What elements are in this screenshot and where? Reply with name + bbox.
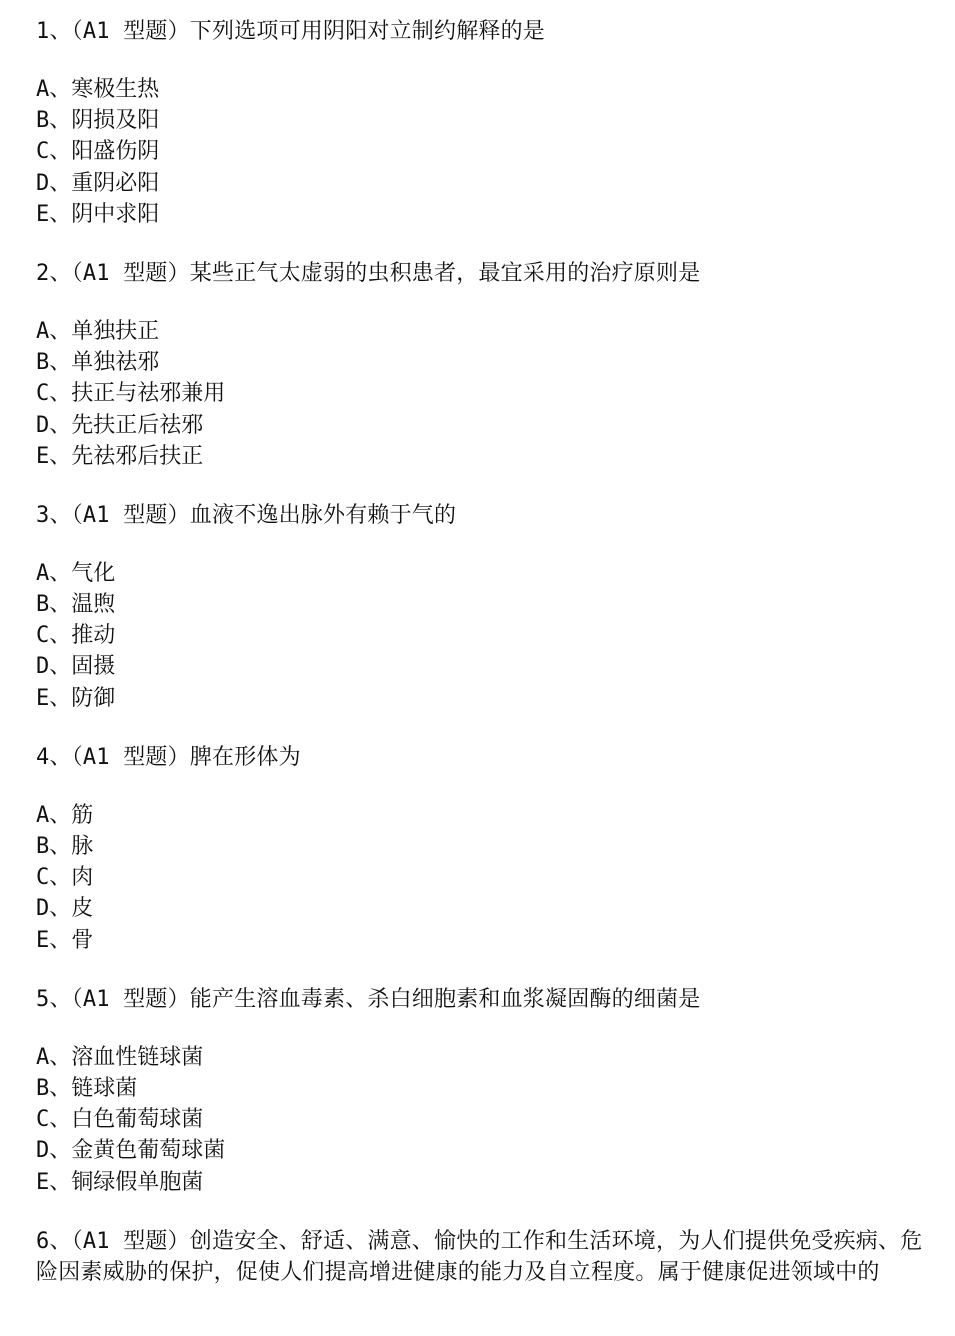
option-text: 阴损及阳 — [71, 108, 160, 134]
option-text: 寒极生热 — [71, 77, 160, 102]
option-letter: B — [36, 592, 50, 618]
option-letter: E — [36, 201, 50, 227]
option-text: 肉 — [71, 865, 94, 891]
option-c[interactable] — [36, 378, 925, 409]
question-type: （A1 型题） — [71, 986, 190, 1012]
option-separator: 、 — [49, 381, 72, 407]
option-separator: 、 — [49, 865, 72, 891]
option-text: 防御 — [71, 685, 116, 711]
question-text: 创造安全、舒适、满意、愉快的工作和生活环境，为人们提供免受疾病、危险因素威胁的保护，促使人们提高增进健康的能力及自立程度。属于健康促进领域中的 — [36, 1228, 923, 1285]
option-separator: 、 — [49, 560, 72, 586]
option-separator: 、 — [49, 592, 72, 618]
option-letter: A — [36, 802, 50, 828]
option-text: 白色葡萄球菌 — [71, 1107, 204, 1133]
option-letter: E — [36, 443, 50, 469]
question-type: （A1 型题） — [71, 744, 190, 770]
option-text: 温煦 — [71, 592, 116, 618]
question-separator: 、 — [49, 744, 72, 770]
option-text: 链球菌 — [71, 1075, 138, 1101]
option-letter: C — [36, 139, 50, 165]
option-a[interactable] — [36, 800, 925, 831]
option-letter: D — [36, 896, 50, 922]
option-letter: E — [36, 685, 50, 711]
question-number: 4 — [36, 744, 50, 770]
option-letter: D — [36, 1138, 50, 1164]
option-separator: 、 — [49, 201, 72, 227]
option-letter: C — [36, 865, 50, 891]
option-letter: D — [36, 170, 50, 196]
option-separator: 、 — [49, 1044, 72, 1070]
option-letter: D — [36, 412, 50, 438]
question-stem — [36, 984, 925, 1015]
option-separator: 、 — [49, 77, 72, 102]
option-list — [36, 316, 925, 472]
option-d[interactable] — [36, 168, 925, 199]
question-separator: 、 — [49, 1228, 72, 1254]
option-separator: 、 — [49, 108, 72, 134]
option-d[interactable] — [36, 1135, 925, 1166]
option-e[interactable] — [36, 925, 925, 956]
option-separator: 、 — [49, 350, 72, 376]
option-letter: C — [36, 623, 50, 649]
question-number: 2 — [36, 260, 50, 286]
option-c[interactable] — [36, 862, 925, 893]
option-text: 单独扶正 — [71, 318, 160, 344]
option-e[interactable] — [36, 1167, 925, 1198]
question-4 — [36, 742, 925, 956]
option-letter: A — [36, 77, 50, 102]
option-d[interactable] — [36, 651, 925, 682]
option-text: 铜绿假单胞菌 — [71, 1169, 204, 1195]
option-a[interactable] — [36, 1042, 925, 1073]
option-text: 阳盛伤阴 — [71, 139, 160, 165]
option-text: 先扶正后祛邪 — [71, 412, 204, 438]
option-text: 金黄色葡萄球菌 — [71, 1138, 226, 1164]
option-c[interactable] — [36, 1104, 925, 1135]
question-separator: 、 — [49, 502, 72, 528]
question-1 — [36, 16, 925, 230]
option-separator: 、 — [49, 802, 72, 828]
option-a[interactable] — [36, 558, 925, 589]
question-separator: 、 — [49, 986, 72, 1012]
option-c[interactable] — [36, 620, 925, 651]
question-text: 下列选项可用阴阳对立制约解释的是 — [189, 19, 545, 44]
option-c[interactable] — [36, 136, 925, 167]
option-text: 单独祛邪 — [71, 350, 160, 376]
option-e[interactable] — [36, 199, 925, 230]
option-text: 固摄 — [71, 654, 116, 680]
option-letter: E — [36, 927, 50, 953]
question-text: 血液不逸出脉外有赖于气的 — [189, 502, 457, 528]
question-separator: 、 — [49, 260, 72, 286]
option-b[interactable] — [36, 347, 925, 378]
option-list — [36, 74, 925, 230]
option-letter: B — [36, 1075, 50, 1101]
option-a[interactable] — [36, 316, 925, 347]
option-text: 重阴必阳 — [71, 170, 160, 196]
option-separator: 、 — [49, 927, 72, 953]
question-stem — [36, 742, 925, 773]
option-text: 阴中求阳 — [71, 201, 160, 227]
option-separator: 、 — [49, 318, 72, 344]
option-letter: A — [36, 1044, 50, 1070]
option-separator: 、 — [49, 443, 72, 469]
option-text: 皮 — [71, 896, 94, 922]
option-letter: C — [36, 1107, 50, 1133]
option-letter: A — [36, 560, 50, 586]
question-stem — [36, 16, 925, 47]
question-type: （A1 型题） — [71, 1228, 190, 1254]
option-d[interactable] — [36, 893, 925, 924]
option-separator: 、 — [49, 654, 72, 680]
option-separator: 、 — [49, 170, 72, 196]
question-5 — [36, 984, 925, 1198]
option-list — [36, 558, 925, 714]
option-letter: B — [36, 350, 50, 376]
question-number: 1 — [36, 19, 50, 44]
option-b[interactable] — [36, 105, 925, 136]
option-separator: 、 — [49, 623, 72, 649]
option-list — [36, 800, 925, 956]
option-separator: 、 — [49, 1075, 72, 1101]
option-b[interactable] — [36, 831, 925, 862]
option-separator: 、 — [49, 896, 72, 922]
question-stem — [36, 500, 925, 531]
option-letter: C — [36, 381, 50, 407]
option-text: 溶血性链球菌 — [71, 1044, 204, 1070]
option-e[interactable] — [36, 683, 925, 714]
question-stem — [36, 1226, 925, 1288]
option-separator: 、 — [49, 685, 72, 711]
option-a[interactable] — [36, 74, 925, 105]
option-separator: 、 — [49, 1169, 72, 1195]
option-text: 脉 — [71, 834, 94, 859]
option-text: 筋 — [71, 802, 94, 828]
option-separator: 、 — [49, 1107, 72, 1133]
question-separator: 、 — [49, 19, 72, 44]
option-separator: 、 — [49, 139, 72, 165]
question-type: （A1 型题） — [71, 502, 190, 528]
option-e[interactable] — [36, 441, 925, 472]
option-letter: A — [36, 318, 50, 344]
option-text: 骨 — [71, 927, 94, 953]
option-d[interactable] — [36, 410, 925, 441]
question-number: 6 — [36, 1228, 50, 1254]
option-text: 气化 — [71, 560, 116, 586]
option-text: 扶正与祛邪兼用 — [71, 381, 226, 407]
question-text: 某些正气太虚弱的虫积患者，最宜采用的治疗原则是 — [189, 260, 701, 286]
question-text: 脾在形体为 — [189, 744, 301, 770]
option-text: 推动 — [71, 623, 116, 649]
option-b[interactable] — [36, 589, 925, 620]
question-type: （A1 型题） — [71, 19, 190, 44]
option-separator: 、 — [49, 1138, 72, 1164]
option-b[interactable] — [36, 1073, 925, 1104]
question-2 — [36, 258, 925, 472]
option-separator: 、 — [49, 834, 72, 859]
question-3 — [36, 500, 925, 714]
question-6 — [36, 1226, 925, 1288]
option-letter: E — [36, 1169, 50, 1195]
question-number: 5 — [36, 986, 50, 1012]
option-letter: D — [36, 654, 50, 680]
option-letter: B — [36, 834, 50, 859]
question-number: 3 — [36, 502, 50, 528]
option-list — [36, 1042, 925, 1198]
option-letter: B — [36, 108, 50, 134]
question-text: 能产生溶血毒素、杀白细胞素和血浆凝固酶的细菌是 — [189, 986, 701, 1012]
question-stem — [36, 258, 925, 289]
option-text: 先祛邪后扶正 — [71, 443, 204, 469]
question-type: （A1 型题） — [71, 260, 190, 286]
option-separator: 、 — [49, 412, 72, 438]
